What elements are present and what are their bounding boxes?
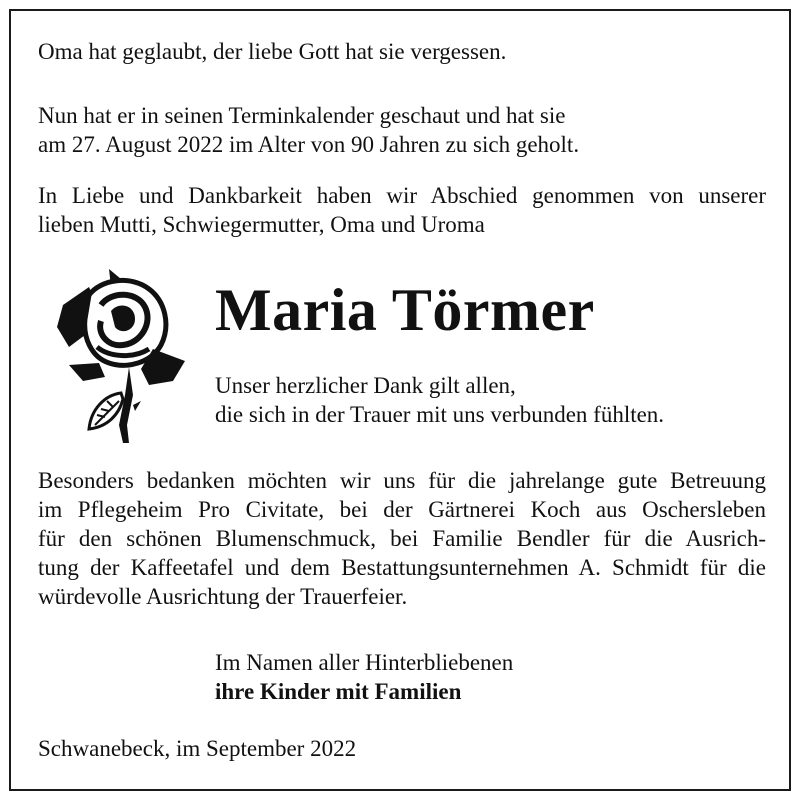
thanks-line-1: Unser herzlicher Dank gilt allen, (215, 373, 516, 398)
special-thanks-line-2-text: im Pflegeheim Pro Civitate, bei der Gärtnerei Koch aus Oschersleben (38, 497, 766, 522)
rose-icon (49, 265, 189, 445)
special-thanks-line-3-text: für den schönen Blumenschmuck, bei Familie Bendler für die Ausrich- (38, 526, 766, 551)
deceased-name: Maria Törmer (215, 277, 595, 343)
special-thanks-line-4-text: tung der Kaffeetafel und dem Bestattungsunternehmen A. Schmidt für die (38, 555, 766, 580)
special-thanks-line-1 (38, 466, 766, 495)
farewell-line-1-text: In Liebe und Dankbarkeit haben wir Abschied genommen von unserer (38, 183, 766, 208)
special-thanks-line-2 (38, 495, 766, 524)
intro-line-2: Nun hat er in seinen Terminkalender geschaut und hat sie (38, 103, 566, 128)
special-thanks-line-4 (38, 553, 766, 582)
special-thanks-line-3 (38, 524, 766, 553)
special-thanks-line-1-text: Besonders bedanken möchten wir uns für die jahrelange gute Betreuung (38, 468, 766, 493)
signature-line-1: Im Namen aller Hinterbliebenen (215, 650, 514, 675)
farewell-line-2: lieben Mutti, Schwiegermutter, Oma und Uroma (38, 212, 485, 237)
obituary-notice (9, 9, 791, 791)
intro-line-1: Oma hat geglaubt, der liebe Gott hat sie vergessen. (38, 39, 507, 64)
signature-line-2: ihre Kinder mit Familien (215, 679, 462, 704)
special-thanks-line-5: würdevolle Ausrichtung der Trauerfeier. (38, 584, 408, 609)
intro-line-3: am 27. August 2022 im Alter von 90 Jahren zu sich geholt. (38, 132, 580, 157)
farewell-line-1 (38, 181, 766, 210)
thanks-line-2: die sich in der Trauer mit uns verbunden fühlten. (215, 402, 665, 427)
place-date: Schwanebeck, im September 2022 (38, 736, 357, 761)
